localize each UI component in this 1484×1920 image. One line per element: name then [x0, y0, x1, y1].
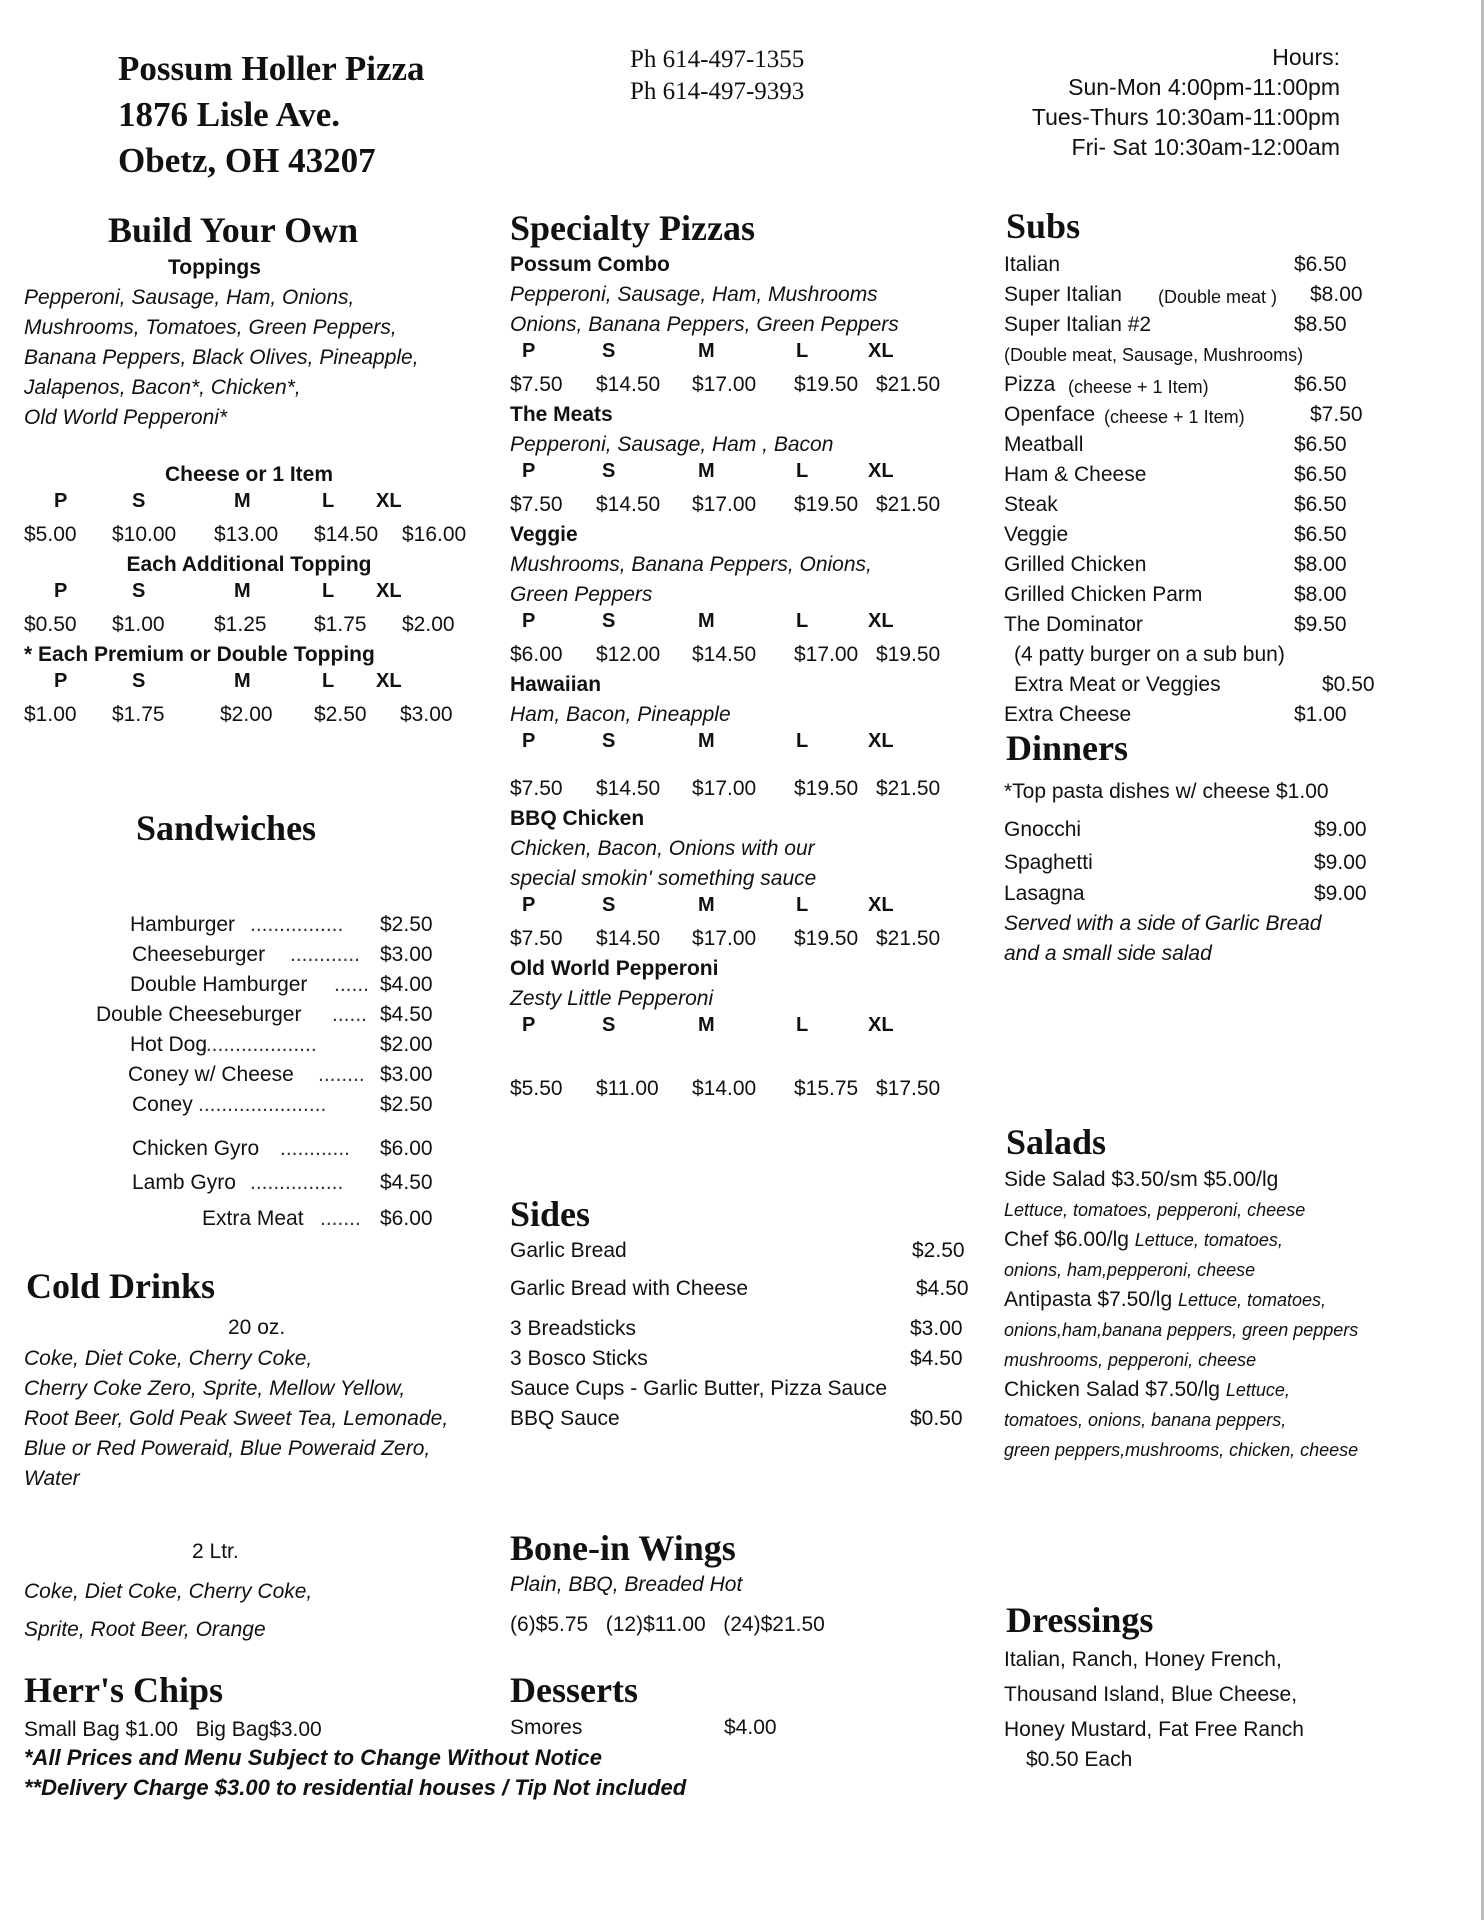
pizza-name: Veggie [510, 523, 578, 546]
list-item: Hamburger ................ $2.50 [130, 913, 433, 936]
build-your-own-title: Build Your Own [108, 210, 359, 250]
pizza-description: special smokin' something sauce [510, 867, 817, 890]
chips-title: Herr's Chips [24, 1670, 224, 1710]
toppings-line: Jalapenos, Bacon*, Chicken*, [24, 376, 301, 399]
sub-item: Veggie $6.50 [1004, 523, 1347, 546]
pizza-description: Chicken, Bacon, Onions with our [510, 837, 815, 860]
drink-line: Cherry Coke Zero, Sprite, Mellow Yellow, [24, 1377, 406, 1400]
phone-numbers [630, 44, 804, 108]
toppings-line: Pepperoni, Sausage, Ham, Onions, [24, 286, 355, 309]
salad-line: Chicken Salad $7.50/lg Lettuce, [1004, 1378, 1290, 1401]
drink-line: Root Beer, Gold Peak Sweet Tea, Lemonade, [24, 1407, 449, 1430]
toppings-title: Toppings [168, 256, 261, 279]
list-item: Garlic Bread $2.50 [510, 1239, 965, 1262]
price-row: $0.50 $1.00 $1.25 $1.75 $2.00 [24, 613, 455, 636]
sub-item: (Double meat, Sausage, Mushrooms) [1004, 345, 1304, 365]
sub-item: Italian $6.50 [1004, 253, 1347, 276]
dressing-line: Italian, Ranch, Honey French, [1004, 1648, 1282, 1671]
hours-line: Fri- Sat 10:30am-12:00am [1071, 134, 1340, 160]
pizza-description: Onions, Banana Peppers, Green Peppers [510, 313, 899, 336]
specialty-pizza [510, 804, 990, 954]
list-item: Lamb Gyro ................ $4.50 [132, 1171, 433, 1194]
toppings-line: Banana Peppers, Black Olives, Pineapple, [24, 346, 419, 369]
specialty-pizza [510, 954, 990, 1104]
dressings-list [1004, 1642, 1304, 1773]
salad-line: onions, ham,pepperoni, cheese [1004, 1260, 1256, 1280]
dinners-title: Dinners [1006, 728, 1129, 768]
sub-item: Grilled Chicken $8.00 [1004, 553, 1347, 576]
price-row: $6.00 $12.00 $14.50 $17.00 $19.50 [510, 643, 941, 666]
list-item: Cheeseburger ............ $3.00 [132, 943, 433, 966]
dressing-price: $0.50 Each [1026, 1748, 1133, 1771]
salad-line: tomatoes, onions, banana peppers, [1004, 1410, 1287, 1430]
desserts-title: Desserts [510, 1670, 638, 1710]
sandwich-list [90, 910, 450, 1234]
restaurant-name: Possum Holler Pizza [118, 49, 425, 88]
pizza-description: Zesty Little Pepperoni [510, 987, 714, 1010]
build-price-groups [24, 460, 494, 730]
salads-list [1004, 1165, 1384, 1465]
salad-line: mushrooms, pepperoni, cheese [1004, 1350, 1257, 1370]
list-item: Sauce Cups - Garlic Butter, Pizza Sauce [510, 1377, 888, 1400]
drink-line: Blue or Red Poweraid, Blue Poweraid Zero, [24, 1437, 431, 1460]
dessert-price: $4.00 [724, 1716, 777, 1739]
hours-title: Hours: [1272, 44, 1340, 70]
hours-line: Tues-Thurs 10:30am-11:00pm [1031, 104, 1340, 130]
drink-line: Water [24, 1467, 80, 1490]
sides-title: Sides [510, 1194, 591, 1234]
price-row: $7.50 $14.50 $17.00 $19.50 $21.50 [510, 777, 941, 800]
salad-line: Chef $6.00/lg Lettuce, tomatoes, [1004, 1228, 1283, 1251]
drink-list-2ltr [24, 1573, 312, 1649]
sub-item: Grilled Chicken Parm $8.00 [1004, 583, 1347, 606]
dessert-item: Smores [510, 1716, 583, 1739]
list-item: Coney w/ Cheese ........ $3.00 [128, 1063, 433, 1086]
address-city: Obetz, OH 43207 [118, 141, 376, 180]
price-group-title: Each Additional Topping [126, 553, 372, 576]
pizza-description: Pepperoni, Sausage, Ham , Bacon [510, 433, 834, 456]
pizza-description: Ham, Bacon, Pineapple [510, 703, 731, 726]
sub-item: Super Italian (Double meat ) $8.00 [1004, 283, 1363, 307]
specialty-list [510, 250, 990, 1104]
list-item: Double Hamburger ...... $4.00 [130, 973, 433, 996]
price-row: $7.50 $14.50 $17.00 $19.50 $21.50 [510, 493, 941, 516]
price-row: $1.00 $1.75 $2.00 $2.50 $3.00 [24, 703, 453, 726]
pizza-name: Hawaiian [510, 673, 602, 696]
list-item: Gnocchi $9.00 [1004, 818, 1367, 841]
sub-item: Steak $6.50 [1004, 493, 1347, 516]
list-item: Spaghetti $9.00 [1004, 851, 1367, 874]
sub-item: Openface (cheese + 1 Item) $7.50 [1004, 403, 1363, 427]
list-item: Garlic Bread with Cheese $4.50 [510, 1277, 969, 1300]
price-row: $7.50 $14.50 $17.00 $19.50 $21.50 [510, 927, 941, 950]
salad-line: Lettuce, tomatoes, pepperoni, cheese [1004, 1200, 1306, 1220]
chips-prices: Small Bag $1.00 Big Bag$3.00 [24, 1718, 322, 1741]
pizza-name: Possum Combo [510, 253, 670, 276]
wings-flavors: Plain, BBQ, Breaded Hot [510, 1573, 743, 1596]
dressing-line: Honey Mustard, Fat Free Ranch [1004, 1718, 1304, 1741]
sub-item: Super Italian #2 $8.50 [1004, 313, 1347, 336]
wings-prices: (6)$5.75 (12)$11.00 (24)$21.50 [510, 1613, 825, 1636]
cold-drinks-title: Cold Drinks [26, 1266, 216, 1306]
list-item: Extra Meat ....... $6.00 [202, 1207, 433, 1230]
pizza-name: BBQ Chicken [510, 807, 645, 830]
hours-line: Sun-Mon 4:00pm-11:00pm [1068, 74, 1340, 100]
list-item: Double Cheeseburger ...... $4.50 [96, 1003, 433, 1026]
sub-item: Extra Meat or Veggies $0.50 [1014, 673, 1375, 696]
pizza-description: Pepperoni, Sausage, Ham, Mushrooms [510, 283, 878, 306]
address-street: 1876 Lisle Ave. [118, 95, 340, 134]
drink-line: Sprite, Root Beer, Orange [24, 1618, 266, 1641]
footer-note-delivery: **Delivery Charge $3.00 to residential houses / Tip Not included [24, 1775, 687, 1800]
phone-2: Ph 614-497-9393 [630, 78, 805, 105]
phone-1: Ph 614-497-1355 [630, 46, 805, 73]
salads-title: Salads [1006, 1122, 1107, 1162]
salad-line: green peppers,mushrooms, chicken, cheese [1004, 1440, 1359, 1460]
price-group-title: Cheese or 1 Item [164, 463, 334, 486]
specialty-pizza [510, 400, 990, 520]
drink-list-20oz [24, 1344, 448, 1494]
subs-title: Subs [1006, 206, 1081, 246]
salad-line: Side Salad $3.50/sm $5.00/lg [1004, 1168, 1279, 1191]
drink-line: Coke, Diet Coke, Cherry Coke, [24, 1580, 313, 1603]
drink-line: Coke, Diet Coke, Cherry Coke, [24, 1347, 313, 1370]
pizza-name: Old World Pepperoni [510, 957, 719, 980]
list-item: BBQ Sauce $0.50 [510, 1407, 963, 1430]
sub-item: Extra Cheese $1.00 [1004, 703, 1347, 726]
list-item: 3 Breadsticks $3.00 [510, 1317, 963, 1340]
specialty-pizza [510, 520, 990, 670]
list-item: Hot Dog .................... $2.00 [130, 1033, 433, 1056]
specialty-pizza [510, 250, 990, 400]
sub-item: The Dominator $9.50 [1004, 613, 1347, 636]
list-item: Coney ...................... $2.50 [132, 1093, 433, 1116]
dressing-line: Thousand Island, Blue Cheese, [1004, 1683, 1298, 1706]
size-row: P S M L XL [54, 580, 402, 602]
dinners-served-note: and a small side salad [1004, 942, 1212, 965]
list-item: 3 Bosco Sticks $4.50 [510, 1347, 963, 1370]
dinners-cheese-note: *Top pasta dishes w/ cheese $1.00 [1004, 780, 1329, 803]
toppings-line: Old World Pepperoni* [24, 406, 228, 429]
size-row: P S M L XL [522, 610, 894, 632]
pizza-description: Mushrooms, Banana Peppers, Onions, [510, 553, 872, 576]
size-row: P S M L XL [522, 1014, 894, 1036]
size-row: P S M L XL [522, 340, 894, 362]
price-row: $7.50 $14.50 $17.00 $19.50 $21.50 [510, 373, 941, 396]
toppings-line: Mushrooms, Tomatoes, Green Peppers, [24, 316, 397, 339]
size-row: P S M L XL [522, 460, 894, 482]
sub-item: (4 patty burger on a sub bun) [1014, 643, 1285, 666]
salad-line: Antipasta $7.50/lg Lettuce, tomatoes, [1004, 1288, 1327, 1311]
sides-list [510, 1236, 970, 1434]
sub-item: Meatball $6.50 [1004, 433, 1347, 456]
drink-size-20oz: 20 oz. [228, 1316, 286, 1339]
size-row: P S M L XL [522, 894, 894, 916]
pizza-description: Green Peppers [510, 583, 653, 606]
sub-item: Ham & Cheese $6.50 [1004, 463, 1347, 486]
footer-note-prices: *All Prices and Menu Subject to Change Without Notice [24, 1745, 602, 1770]
hours-block [920, 42, 1340, 162]
dinners-list [1004, 815, 1384, 969]
size-row: P S M L XL [522, 730, 894, 752]
restaurant-address [118, 46, 425, 184]
subs-list [1004, 250, 1384, 730]
sandwiches-title: Sandwiches [136, 808, 317, 848]
size-row: P S M L XL [54, 670, 402, 692]
toppings-list [24, 283, 419, 433]
salad-line: onions,ham,banana peppers, green peppers [1004, 1320, 1359, 1340]
sub-item: Pizza (cheese + 1 Item) $6.50 [1004, 373, 1347, 397]
specialty-pizza [510, 670, 990, 804]
size-row: P S M L XL [54, 490, 402, 512]
price-row: $5.00 $10.00 $13.00 $14.50 $16.00 [24, 523, 467, 546]
pizza-name: The Meats [510, 403, 613, 426]
dinners-served-note: Served with a side of Garlic Bread [1004, 912, 1322, 935]
dressings-title: Dressings [1006, 1600, 1154, 1640]
drink-size-2ltr: 2 Ltr. [192, 1540, 239, 1563]
price-group-title: * Each Premium or Double Topping [24, 643, 375, 666]
wings-title: Bone-in Wings [510, 1528, 736, 1568]
price-row: $5.50 $11.00 $14.00 $15.75 $17.50 [510, 1077, 941, 1100]
list-item: Lasagna $9.00 [1004, 882, 1367, 905]
list-item: Chicken Gyro ............ $6.00 [132, 1137, 433, 1160]
specialty-pizzas-title: Specialty Pizzas [510, 208, 755, 248]
